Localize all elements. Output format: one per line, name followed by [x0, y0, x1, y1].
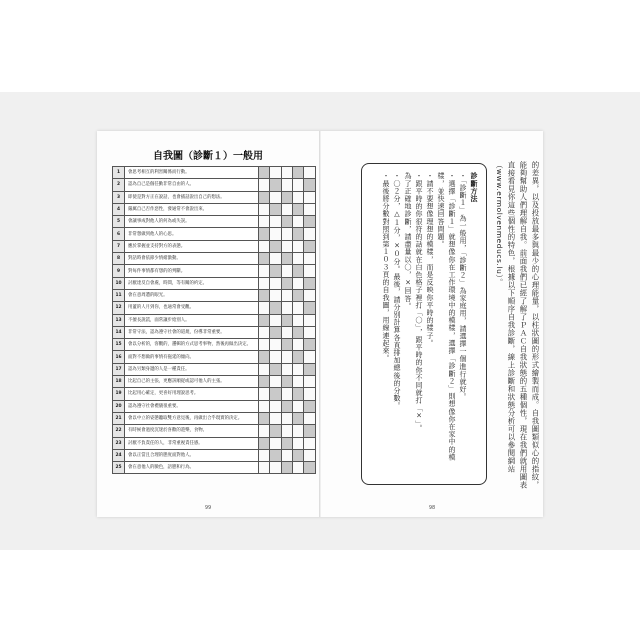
statement-text: 認為另類身邊的人是一種責任。: [125, 363, 259, 375]
table-row: [113, 203, 316, 215]
row-number: 22: [113, 425, 125, 437]
statement-text: 會思考相互的利害關係而行動。: [125, 167, 259, 179]
answer-cell[interactable]: [281, 191, 292, 203]
answer-cell[interactable]: [270, 179, 281, 191]
answer-cell[interactable]: [292, 216, 303, 228]
answer-cell[interactable]: [270, 437, 281, 449]
statement-text: 嚴厲自己否作惡性，發通常不會說出來。: [125, 203, 259, 215]
answer-cell[interactable]: [258, 302, 269, 314]
table-row: [113, 179, 316, 191]
answer-cell[interactable]: [304, 265, 316, 277]
answer-cell[interactable]: [304, 240, 316, 252]
row-number: 24: [113, 449, 125, 461]
answer-cell[interactable]: [258, 240, 269, 252]
answer-cell[interactable]: [292, 449, 303, 461]
answer-cell[interactable]: [281, 376, 292, 388]
answer-cell[interactable]: [270, 339, 281, 351]
answer-cell[interactable]: [258, 437, 269, 449]
statement-text: 討厭達反自會處，時間，等有關的約定。: [125, 277, 259, 289]
answer-cell[interactable]: [304, 462, 316, 474]
answer-cell[interactable]: [270, 314, 281, 326]
answer-cell[interactable]: [258, 289, 269, 301]
table-row: [113, 351, 316, 363]
answer-cell[interactable]: [270, 167, 281, 179]
answer-cell[interactable]: [281, 363, 292, 375]
row-number: 19: [113, 388, 125, 400]
table-row: [113, 412, 316, 424]
answer-cell[interactable]: [258, 277, 269, 289]
answer-cell[interactable]: [258, 462, 269, 474]
method-step: ・請不要想像理想的模樣，而是反映你平時的樣子。: [426, 172, 434, 347]
answer-cell[interactable]: [270, 265, 281, 277]
answer-cell[interactable]: [304, 302, 316, 314]
answer-cell[interactable]: [258, 253, 269, 265]
answer-cell[interactable]: [292, 339, 303, 351]
table-row: [113, 191, 316, 203]
row-number: 13: [113, 314, 125, 326]
answer-cell[interactable]: [292, 240, 303, 252]
answer-cell[interactable]: [281, 351, 292, 363]
answer-cell[interactable]: [281, 253, 292, 265]
answer-cell[interactable]: [292, 302, 303, 314]
answer-cell[interactable]: [292, 376, 303, 388]
row-number: 8: [113, 253, 125, 265]
answer-cell[interactable]: [270, 277, 281, 289]
row-number: 23: [113, 437, 125, 449]
row-number: 9: [113, 265, 125, 277]
answer-cell[interactable]: [258, 363, 269, 375]
answer-cell[interactable]: [304, 376, 316, 388]
answer-cell[interactable]: [270, 302, 281, 314]
answer-cell[interactable]: [292, 462, 303, 474]
answer-cell[interactable]: [304, 216, 316, 228]
answer-cell[interactable]: [292, 437, 303, 449]
answer-cell[interactable]: [304, 412, 316, 424]
statement-text: 認為自己是個任勤非常自由的人。: [125, 179, 259, 191]
survey-table: [112, 166, 316, 474]
answer-cell[interactable]: [258, 449, 269, 461]
answer-cell[interactable]: [292, 412, 303, 424]
answer-cell[interactable]: [258, 191, 269, 203]
answer-cell[interactable]: [258, 351, 269, 363]
answer-cell[interactable]: [304, 277, 316, 289]
table-row: [113, 216, 316, 228]
answer-cell[interactable]: [281, 388, 292, 400]
answer-cell[interactable]: [304, 314, 316, 326]
answer-cell[interactable]: [292, 388, 303, 400]
answer-cell[interactable]: [281, 265, 292, 277]
row-number: 7: [113, 240, 125, 252]
answer-cell[interactable]: [304, 437, 316, 449]
answer-cell[interactable]: [258, 265, 269, 277]
answer-cell[interactable]: [281, 412, 292, 424]
statement-text: 討厭不負責任的人，非常重視責任感。: [125, 437, 259, 449]
statement-text: 非常守法，認為遵守社會的道規，份導非常重要。: [125, 326, 259, 338]
right-page: [321, 131, 543, 517]
row-number: 15: [113, 339, 125, 351]
answer-cell[interactable]: [304, 191, 316, 203]
left-page: [97, 131, 319, 517]
answer-cell[interactable]: [281, 400, 292, 412]
answer-cell[interactable]: [292, 326, 303, 338]
answer-cell[interactable]: [292, 363, 303, 375]
answer-cell[interactable]: [281, 203, 292, 215]
statement-text: 會以正當且合理的態度面對他人。: [125, 449, 259, 461]
row-number: 4: [113, 203, 125, 215]
answer-cell[interactable]: [258, 412, 269, 424]
answer-cell[interactable]: [304, 203, 316, 215]
answer-cell[interactable]: [270, 462, 281, 474]
statement-text: 面對不想做的事情有拖延的傾向。: [125, 351, 259, 363]
method-box: [361, 163, 487, 485]
answer-cell[interactable]: [281, 216, 292, 228]
row-number: 14: [113, 326, 125, 338]
answer-cell[interactable]: [258, 376, 269, 388]
statement-text: 會在意他人的臉色，語態和行為。: [125, 462, 259, 474]
answer-cell[interactable]: [258, 326, 269, 338]
answer-cell[interactable]: [270, 240, 281, 252]
answer-cell[interactable]: [281, 277, 292, 289]
table-row: [113, 425, 316, 437]
answer-cell[interactable]: [304, 339, 316, 351]
answer-cell[interactable]: [304, 449, 316, 461]
answer-cell[interactable]: [270, 203, 281, 215]
answer-cell[interactable]: [258, 400, 269, 412]
method-step: ・〇２分，△１分，×０分。最後，請分別計算各直排加總後的分數。: [393, 172, 401, 410]
answer-cell[interactable]: [270, 449, 281, 461]
answer-cell[interactable]: [258, 228, 269, 240]
method-step: ・最後將分數對照到第１０３頁的自我圖，用線連起來。: [382, 172, 390, 362]
answer-cell[interactable]: [281, 289, 292, 301]
answer-cell[interactable]: [304, 228, 316, 240]
answer-cell[interactable]: [258, 339, 269, 351]
body-text: 的差異，以及投放最多與最少的心理能量，以柱狀圖的形式繪製而成。自我圖類似心的指紋，能夠幫助人們理解自我。前面我們已經了解了ＰＡＣ自我狀態的五種個性，現在我們就用圖表直接看見你這些個性的特色，根據以下順序自我診斷，線上診斷和狀態分析可以參閱網站（www.ermolvenmeducs.lu）。: [495, 161, 540, 489]
answer-cell[interactable]: [258, 167, 269, 179]
statement-text: 非常想做到他人的心思。: [125, 228, 259, 240]
table-row: [113, 376, 316, 388]
table-row: [113, 326, 316, 338]
answer-cell[interactable]: [270, 191, 281, 203]
answer-cell[interactable]: [292, 179, 303, 191]
statement-text: 用蓋的人月到你，也通常會受觀。: [125, 302, 259, 314]
answer-cell[interactable]: [270, 351, 281, 363]
row-number: 20: [113, 400, 125, 412]
method-step: ・「診斷１」為一般用，「診斷２」為家庭用，請選擇一個進行就好。: [459, 172, 467, 401]
answer-cell[interactable]: [281, 326, 292, 338]
answer-cell[interactable]: [292, 314, 303, 326]
method-step: ・跟平時的你很符的話就在白色格子裡打「〇」，跟平時的你不同就打「×」。: [415, 172, 423, 432]
answer-cell[interactable]: [270, 376, 281, 388]
table-row: [113, 437, 316, 449]
answer-cell[interactable]: [281, 339, 292, 351]
answer-cell[interactable]: [281, 228, 292, 240]
answer-cell[interactable]: [258, 425, 269, 437]
answer-cell[interactable]: [292, 351, 303, 363]
statement-text: 應於掌握並支持對方的表態。: [125, 240, 259, 252]
answer-cell[interactable]: [270, 388, 281, 400]
answer-cell[interactable]: [304, 388, 316, 400]
row-number: 6: [113, 228, 125, 240]
row-number: 17: [113, 363, 125, 375]
table-row: [113, 339, 316, 351]
answer-cell[interactable]: [258, 314, 269, 326]
answer-cell[interactable]: [292, 167, 303, 179]
row-number: 12: [113, 302, 125, 314]
statement-text: 對話時會依節少情緒激動。: [125, 253, 259, 265]
table-row: [113, 388, 316, 400]
answer-cell[interactable]: [304, 179, 316, 191]
answer-cell[interactable]: [304, 167, 316, 179]
answer-cell[interactable]: [281, 449, 292, 461]
statement-text: 會在意周遭的眼光。: [125, 289, 259, 301]
method-step: ・選擇「診斷１」就想像你在工作環境中的模樣，選擇「診斷２」則想像你在家中的模樣，並快速回答問題。: [437, 172, 456, 461]
statement-text: 認為遵守社會禮儀很重要。: [125, 400, 259, 412]
row-number: 10: [113, 277, 125, 289]
answer-cell[interactable]: [292, 253, 303, 265]
row-number: 3: [113, 191, 125, 203]
method-text: [380, 172, 479, 472]
answer-cell[interactable]: [258, 203, 269, 215]
answer-cell[interactable]: [292, 228, 303, 240]
answer-cell[interactable]: [304, 351, 316, 363]
answer-cell[interactable]: [270, 228, 281, 240]
answer-cell[interactable]: [292, 191, 303, 203]
row-number: 21: [113, 412, 125, 424]
book-spread: [97, 131, 543, 517]
row-number: 1: [113, 167, 125, 179]
answer-cell[interactable]: [281, 437, 292, 449]
row-number: 2: [113, 179, 125, 191]
table-row: [113, 167, 316, 179]
answer-cell[interactable]: [270, 363, 281, 375]
answer-cell[interactable]: [281, 302, 292, 314]
answer-cell[interactable]: [258, 179, 269, 191]
table-row: [113, 449, 316, 461]
page-number-right: 98: [428, 505, 436, 511]
table-row: [113, 289, 316, 301]
answer-cell[interactable]: [304, 400, 316, 412]
answer-cell[interactable]: [270, 253, 281, 265]
answer-cell[interactable]: [270, 400, 281, 412]
answer-cell[interactable]: [292, 265, 303, 277]
statement-text: 會讓事成對他人的何為或失誤。: [125, 216, 259, 228]
answer-cell[interactable]: [292, 289, 303, 301]
answer-cell[interactable]: [304, 363, 316, 375]
row-number: 11: [113, 289, 125, 301]
statement-text: 會以分析的，客觀的，邏輯的方式思考事物，然後再做出決定。: [125, 339, 259, 351]
answer-cell[interactable]: [258, 388, 269, 400]
answer-cell[interactable]: [281, 240, 292, 252]
answer-cell[interactable]: [270, 326, 281, 338]
answer-cell[interactable]: [292, 203, 303, 215]
statement-text: 比起用心確定，更喜好用理說思考。: [125, 388, 259, 400]
table-row: [113, 302, 316, 314]
row-number: 18: [113, 376, 125, 388]
answer-cell[interactable]: [281, 462, 292, 474]
answer-cell[interactable]: [292, 425, 303, 437]
row-number: 25: [113, 462, 125, 474]
answer-cell[interactable]: [258, 216, 269, 228]
table-row: [113, 462, 316, 474]
method-step: 為了正確地診斷，請盡量以〇，×回答。: [404, 172, 412, 310]
answer-cell[interactable]: [304, 326, 316, 338]
statement-text: 比起自己的主張，更應該順從或認可他人的主張。: [125, 376, 259, 388]
answer-cell[interactable]: [292, 400, 303, 412]
method-title: 診斷方法: [470, 172, 478, 203]
row-number: 5: [113, 216, 125, 228]
answer-cell[interactable]: [270, 216, 281, 228]
statement-text: 有時候會過度沉迷於喜歡的遊樂，食物。: [125, 425, 259, 437]
table-row: [113, 265, 316, 277]
table-row: [113, 253, 316, 265]
answer-cell[interactable]: [304, 253, 316, 265]
table-row: [113, 277, 316, 289]
table-row: [113, 314, 316, 326]
answer-cell[interactable]: [292, 277, 303, 289]
table-row: [113, 228, 316, 240]
answer-cell[interactable]: [270, 412, 281, 424]
answer-cell[interactable]: [281, 179, 292, 191]
table-row: [113, 240, 316, 252]
table-row: [113, 400, 316, 412]
answer-cell[interactable]: [270, 425, 281, 437]
answer-cell[interactable]: [281, 425, 292, 437]
answer-cell[interactable]: [281, 314, 292, 326]
row-number: 16: [113, 351, 125, 363]
table-row: [113, 363, 316, 375]
page-number-left: 99: [204, 505, 212, 511]
answer-cell[interactable]: [270, 289, 281, 301]
statement-text: 對每件事情都有想的的判斷。: [125, 265, 259, 277]
statement-text: 不擅長說謊，面常讓步給別人。: [125, 314, 259, 326]
answer-cell[interactable]: [281, 167, 292, 179]
statement-text: 會以中立的姿態聽取雙方意見後，再做出合乎現實的決定。: [125, 412, 259, 424]
answer-cell[interactable]: [304, 289, 316, 301]
page-title: 自我圖（診斷１）一般用: [153, 151, 263, 162]
statement-text: 即使是對方正在說話，也會插話說出自己的想法。: [125, 191, 259, 203]
answer-cell[interactable]: [304, 425, 316, 437]
